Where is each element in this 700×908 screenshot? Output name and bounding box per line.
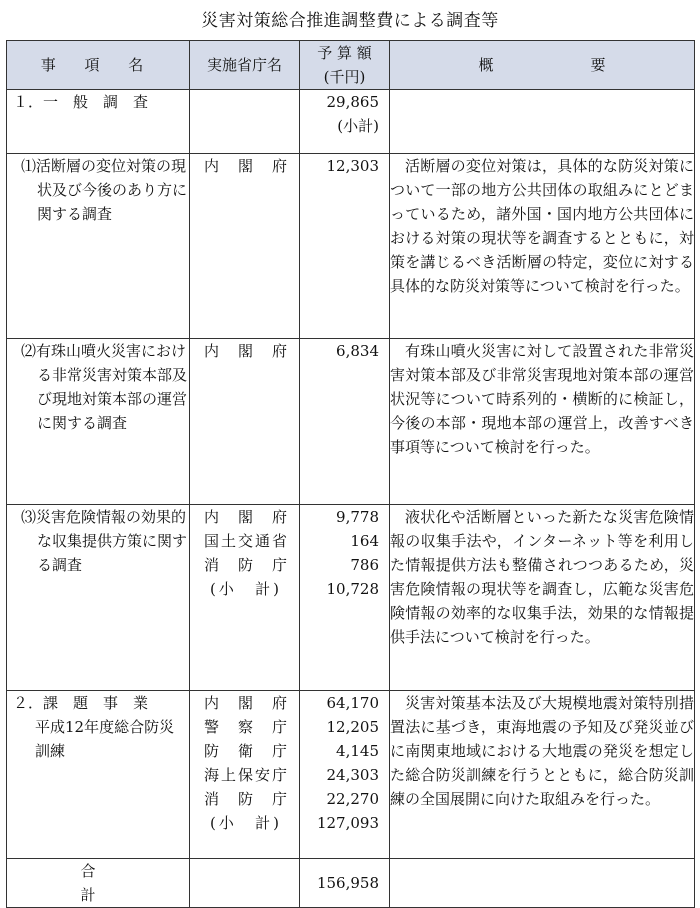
page-title: 災害対策総合推進調整費による調査等 <box>201 11 499 31</box>
amount-cell <box>300 339 390 505</box>
ministry-cell <box>190 859 300 908</box>
ministry-name: 内 閣 府 <box>204 694 287 712</box>
header-budget-unit: (千円) <box>323 68 366 86</box>
header-budget <box>300 41 390 90</box>
ministry-cell <box>190 339 300 505</box>
total-row <box>7 859 695 908</box>
ministry-name: 海上保安庁 <box>204 766 287 784</box>
table-row <box>7 339 695 505</box>
table-row <box>7 154 695 339</box>
ministry-cell <box>190 90 300 154</box>
ministry-name: 内 閣 府 <box>204 508 287 526</box>
ministry-cell <box>190 691 300 859</box>
table-header-row <box>7 41 695 90</box>
amount-value: 9,778 <box>336 508 379 526</box>
ministry-cell <box>190 505 300 691</box>
ministry-name: 国土交通省 <box>204 532 287 550</box>
ministry-name: 消 防 庁 <box>204 790 287 808</box>
table-row <box>7 90 695 154</box>
amount-value: 29,865 <box>326 93 379 111</box>
amount-value: 22,270 <box>326 790 379 808</box>
ministry-name: 警 察 庁 <box>204 718 287 736</box>
total-amount: 156,958 <box>316 874 379 892</box>
header-desc-b: 要 <box>590 56 606 74</box>
amount-value: 6,834 <box>336 342 379 360</box>
item-name: ⑵有珠山噴火災害における非常災害対策本部及び現地対策本部の運営に関する調査 <box>7 339 190 505</box>
amount-value: 64,170 <box>326 694 379 712</box>
total-amount-cell <box>300 859 390 908</box>
amount-cell <box>300 505 390 691</box>
budget-table <box>6 40 695 908</box>
amount-value: 12,205 <box>326 718 379 736</box>
total-label: 合 計 <box>7 859 190 908</box>
amount-cell <box>300 691 390 859</box>
amount-value: 164 <box>350 532 379 550</box>
ministry-subtotal-label: (小 計) <box>210 580 279 598</box>
description-cell <box>390 859 695 908</box>
description-cell: 活断層の変位対策は，具体的な防災対策について一部の地方公共団体の取組みにとどまっているため，諸外国・国内地方公共団体における対策の現状等を調査するとともに，対策を講じるべき活断層の特定，変位に対する具体的な防災対策等について検討を行った。 <box>390 154 695 339</box>
header-description <box>390 41 695 90</box>
header-budget-label: 予 算 額 <box>317 44 372 62</box>
header-ministry: 実施省庁名 <box>190 41 300 90</box>
description-cell: 有珠山噴火災害に対して設置された非常災害対策本部及び非常災害現地対策本部の運営状況等について時系列的・横断的に検証し，今後の本部・現地本部の運営上，改善すべき事項等について検討を行った。 <box>390 339 695 505</box>
description-cell: 災害対策基本法及び大規模地震対策特別措置法に基づき，東海地震の予知及び発災並びに南関東地域における大地震の発災を想定した総合防災訓練を行うとともに，総合防災訓練の全国展開に向けた取組みを行った。 <box>390 691 695 859</box>
amount-subtotal: 10,728 <box>326 580 379 598</box>
amount-value: 24,303 <box>326 766 379 784</box>
ministry-cell <box>190 154 300 339</box>
header-item: 事 項 名 <box>7 41 190 90</box>
item-name: ２．課 題 事 業 平成12年度総合防災訓練 <box>7 691 190 859</box>
ministry-name: 内 閣 府 <box>204 342 287 360</box>
amount-value: 12,303 <box>326 157 379 175</box>
amount-subtotal: 127,093 <box>316 814 379 832</box>
table-row <box>7 505 695 691</box>
item-name: ⑴活断層の変位対策の現状及び今後のあり方に関する調査 <box>7 154 190 339</box>
amount-value: 786 <box>350 556 379 574</box>
ministry-subtotal-label: (小 計) <box>210 814 279 832</box>
amount-subtotal-label: (小計) <box>337 117 379 135</box>
description-cell <box>390 90 695 154</box>
item-name: ⑶災害危険情報の効果的な収集提供方策に関する調査 <box>7 505 190 691</box>
description-cell: 液状化や活断層といった新たな災害危険情報の収集手法や，インターネット等を利用した情報提供方法も整備されつつあるため，災害危険情報の現状等を調査し，広範な災害危険情報の効率的な収集手法，効果的な情報提供手法について検討を行った。 <box>390 505 695 691</box>
ministry-name: 防 衛 庁 <box>204 742 287 760</box>
item-name: １．一 般 調 査 <box>7 90 190 154</box>
table-row <box>7 691 695 859</box>
amount-cell <box>300 154 390 339</box>
ministry-name: 消 防 庁 <box>204 556 287 574</box>
amount-cell <box>300 90 390 154</box>
header-desc-a: 概 <box>478 56 494 74</box>
amount-value: 4,145 <box>336 742 379 760</box>
ministry-name: 内 閣 府 <box>204 157 287 175</box>
